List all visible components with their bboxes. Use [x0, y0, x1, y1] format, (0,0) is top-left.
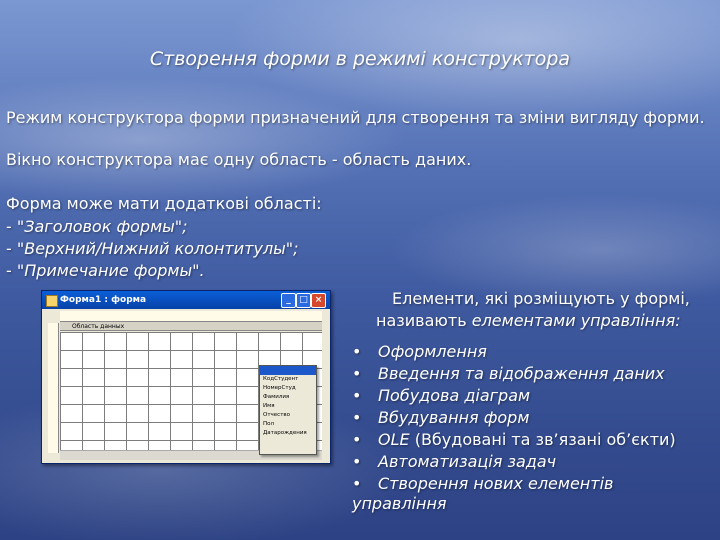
field-list-item: Датарождения — [263, 430, 307, 436]
bullet-icon: • — [352, 386, 362, 405]
list-item: • Автоматизація задач — [352, 452, 557, 471]
field-list-titlebar — [260, 366, 316, 375]
paragraph-extra-areas: Форма може мати додаткові області: — [6, 194, 322, 213]
form-icon — [46, 295, 58, 307]
vertical-ruler — [48, 323, 59, 453]
bullet-icon: • — [352, 364, 362, 383]
controls-intro-line1: Елементи, які розміщують у формі, — [392, 289, 690, 308]
close-icon: × — [311, 293, 326, 308]
area-item: - "Заголовок формы"; — [6, 217, 188, 236]
area-item: - "Верхний/Нижний колонтитулы"; — [6, 239, 299, 258]
list-item-continuation: управління — [352, 494, 447, 513]
list-item: • OLE (Вбудовані та зв’язані об’єкти) — [352, 430, 676, 449]
window-title: Форма1 : форма — [60, 295, 147, 305]
minimize-icon: _ — [281, 293, 296, 308]
detail-section-bar: Область данных — [60, 322, 322, 331]
page-title: Створення форми в режимі конструктора — [149, 48, 571, 70]
controls-list — [352, 341, 676, 495]
maximize-icon: □ — [296, 293, 311, 308]
field-list-item: Фамилия — [263, 394, 290, 400]
list-item: • Вбудування форм — [352, 408, 530, 427]
list-item: • Введення та відображення даних — [352, 364, 665, 383]
list-item: • Оформлення — [352, 342, 487, 361]
bullet-icon: • — [352, 430, 362, 449]
bullet-icon: • — [352, 474, 362, 493]
field-list-item: НомерСтуд — [263, 385, 296, 391]
field-list-item: КодСтудент — [263, 376, 299, 382]
bullet-icon: • — [352, 452, 362, 471]
paragraph-designer-purpose: Режим конструктора форми призначений для створення та зміни вигляду форми. — [6, 108, 705, 127]
bullet-icon: • — [352, 408, 362, 427]
field-list-item: Имя — [263, 403, 275, 409]
bullet-icon: • — [352, 342, 362, 361]
field-list-item: Пол — [263, 421, 275, 427]
controls-intro-line2: називають елементами управління: — [376, 311, 681, 330]
area-item: - "Примечание формы". — [6, 261, 205, 280]
horizontal-ruler — [60, 311, 322, 322]
field-list-item: Отчество — [263, 412, 291, 418]
field-list-window — [259, 365, 317, 455]
paragraph-designer-area: Вікно конструктора має одну область - область даних. — [6, 150, 472, 169]
window-titlebar — [42, 291, 330, 309]
list-item: • Створення нових елементів — [352, 474, 614, 493]
list-item: • Побудова діаграм — [352, 386, 531, 405]
